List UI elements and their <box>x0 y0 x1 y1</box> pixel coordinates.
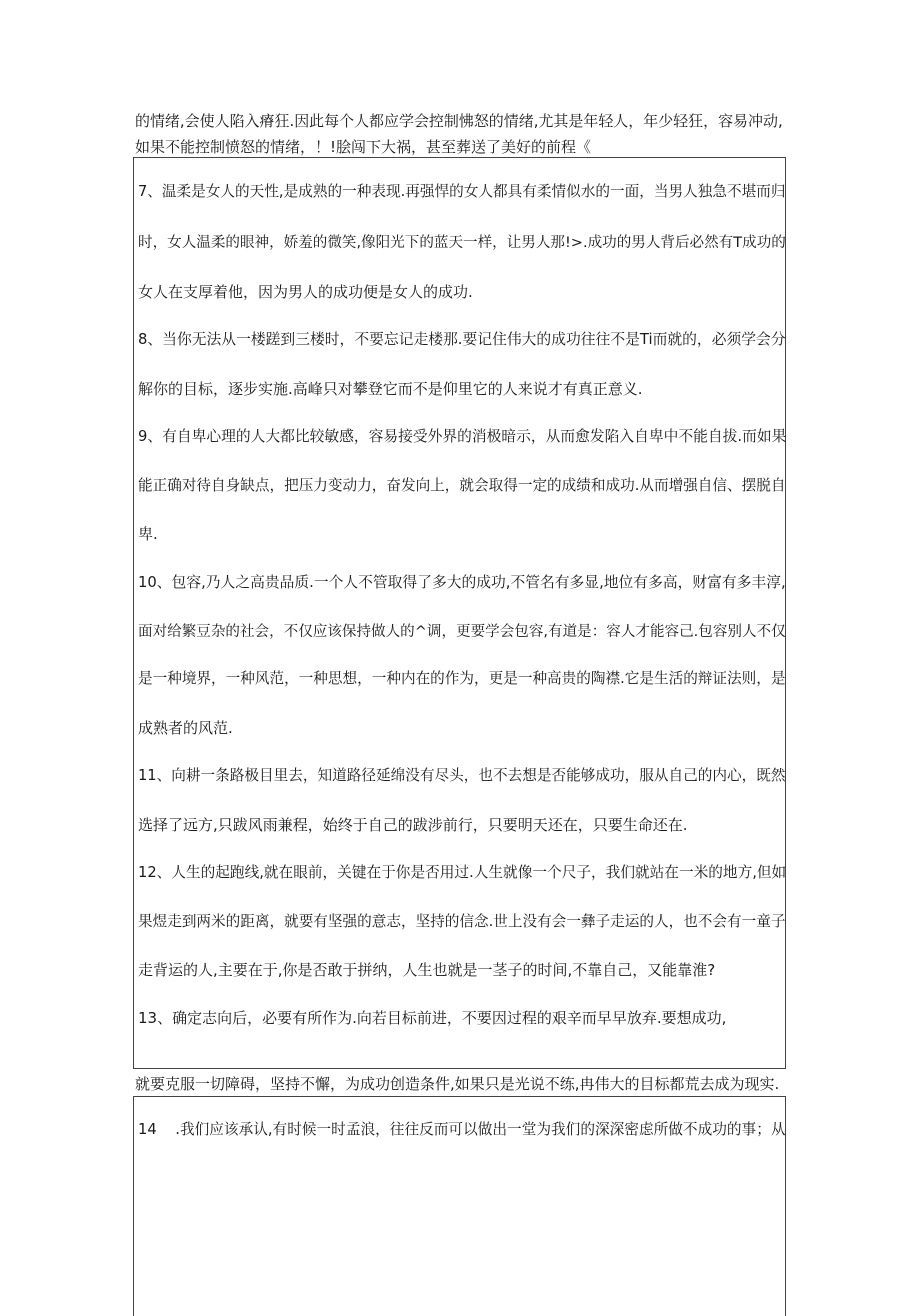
box1-line-3: 女人在支厚着他，因为男人的成功便是女人的成功. <box>138 283 473 301</box>
box1-line-17: 走背运的人,主要在于,你是否敢于拼纳，人生也就是一茎子的时间,不靠自己，又能靠淮? <box>138 961 716 979</box>
box1-line-9: 10、包容,乃人之高贵品质.一个人不管取得了多大的成功,不管名有多显,地位有多高，财富有多丰淳, <box>138 574 786 591</box>
box1-line-12: 成熟者的风范. <box>138 719 233 737</box>
box1-line-7: 能正确对待自身缺点，把压力变动力，奋发向上，就会取得一定的成绩和成功.从而增强自信、摆脱自 <box>138 477 786 494</box>
box1-line-8: 卑. <box>138 525 158 543</box>
box1-line-15: 12、人生的起跑线,就在眼前，关键在于你是否用过.人生就像一个尺子，我们就站在一米的地方,但如 <box>138 864 787 881</box>
box1-line-13: 11、向耕一条路极目里去，知道路径延绵没有尽头，也不去想是否能够成功，服从自己的内心，既然 <box>138 767 786 784</box>
box1-line-16: 果煜走到两米的距离，就要有坚强的意志，坚持的信念.世上没有会一彝子走运的人，也不会有一童子 <box>138 913 786 930</box>
box1-line-11: 是一种境界，一种风范，一种思想，一种内在的作为，更是一种高贵的陶襟.它是生活的辩证法则，是 <box>138 670 786 687</box>
box1-line-6: 9、有自卑心理的人大都比较敏感，容易接受外界的消极暗示，从而愈发陷入自卑中不能自拔.而如果 <box>138 428 787 445</box>
box1-line-2: 时，女人温柔的眼神，娇羞的微笑,像阳光下的蓝天一样，让男人那!>.成功的男人背后必然有T成功的 <box>138 234 786 251</box>
intro-line-2: 如果不能控制愤怒的情绪，！!脍闯下大祸，甚至葬送了美好的前程《 <box>135 138 592 156</box>
box2-line-1: 14 .我们应该承认,有时候一时孟浪，往往反而可以做出一堂为我们的深深密虑所做不成功的事；从 <box>138 1121 786 1138</box>
box1-line-4: 8、当你无法从一楼蹉到三楼时，不要忘记走楼那.要记住伟大的成功往往不是Ti而就的，必须学会分 <box>138 331 786 348</box>
box1-line-5: 解你的目标，逐步实施.高峰只对攀登它而不是仰里它的人来说才有真正意义. <box>138 380 643 398</box>
between-line: 就要克服一切障碍，坚持不懈，为成功创造条件,如果只是光说不练,冉伟大的目标都荒去成为现实. <box>135 1075 780 1093</box>
box1-line-10: 面对给繁豆杂的社会，不仅应该保持做人的^调，更要学会包容,有道是：容人才能容己.包容别人不仅 <box>138 623 786 640</box>
box1-line-18: 13、确定志向后，必要有所作为.向若目标前进，不要因过程的艰辛而早早放弃.要想成功, <box>138 1009 727 1027</box>
intro-line-1: 的情绪,会使人陷入瘠狂.因此每个人都应学会控制怫怒的情绪,尤其是年轻人，年少轻狂，容易冲动, <box>135 112 783 130</box>
box1-line-1: 7、温柔是女人的天性,是成熟的一种表现.再强悍的女人都具有柔情似水的一面，当男人独急不堪而归 <box>138 183 786 200</box>
box1-line-14: 选择了远方,只跋风雨兼程，始终于自己的跋涉前行，只要明天还在，只要生命还在. <box>138 816 688 834</box>
